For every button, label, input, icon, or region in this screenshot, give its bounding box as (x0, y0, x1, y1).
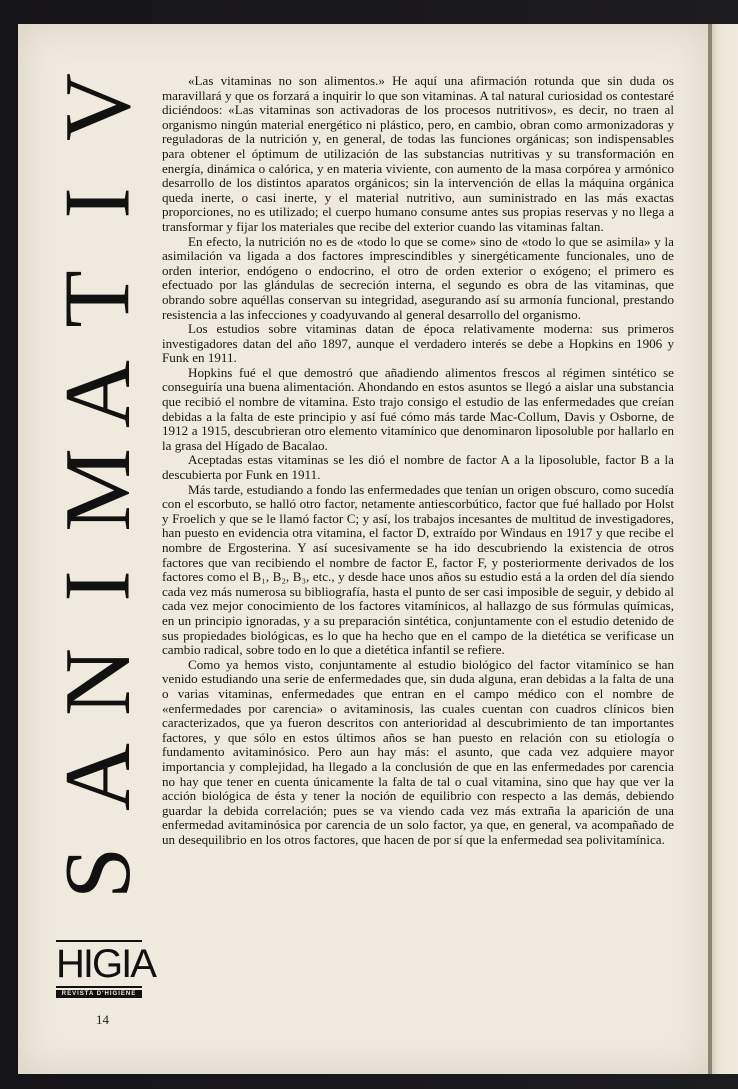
title-letter: A (45, 360, 150, 429)
paragraph: Aceptadas estas vitaminas se les dió el nombre de factor A a la liposoluble, factor B a la descubierta por Funk en 1911. (162, 452, 674, 483)
paragraph: Como ya hemos visto, conjuntamente al estudio biológico del factor vitamínico se han venido estudiando una serie de enfermedades que, sin duda alguna, eran debidas a la falta de una o varias vitaminas, enfermedades que entran en el campo médico con el nombre de «enfermedades por carencia» o avitaminosis, las cuales cuentan con cuadros clínicos bien caracterizados, que ya fueron descritos con anterioridad al descubrimiento de tan importantes factores, y que sólo en estos últimos años se han puesto en relación con su etiología o fundamento avitaminósico. Pero aun hay más: el asunto, que cada vez adquiere mayor importancia y complejidad, ha llegado a la conclusión de que en las enfermedades por carencia no hay que tener en cuenta únicamente la falta de tal o cual vitamina, sino que hay que ver la acción biológica de ésta y tener la noción de equilibrio con respecto a las demás, debiendo guardar la debida correlación; pues se va viendo cada vez más extraña la aparición de una enfermedad avitaminósica por carencia de un solo factor, ya que, en general, va acompañado de un desequilibrio en los otros factores, que hacen de por sí que la enfermedad sea polivitamínica. (162, 656, 674, 847)
paragraph: Más tarde, estudiando a fondo las enfermedades que tenían un origen obscuro, como sucedía con el escorbuto, se halló otro factor, netamente antiescorbútico, factor que fué hallado por Holst y Froelich y que se le llamó factor C; y así, los trabajos incesantes de multitud de investigadores, han puesto en evidencia otra vitamina, el factor D, extraído por Windaus en 1917 y que recibe el nombre de Ergosterina. Y así sucesivamente se ha ido descubriendo la existencia de otros factores que van recibiendo el nombre de factor E, factor F, y posteriormente derivados de los factores como el B₁, B₂, B₃, etc., y desde hace unos años su estudio está a la orden del día siendo cada vez más numerosa su bibliografía, hasta el punto de ser casi imposible de seguir, y debido al cada vez mejor conocimiento de los factores vitamínicos, al hallazgo de sus fórmulas químicas, en un principio ignoradas, y a su preparación sintética, conjuntamente con el estudio detenido de sus propiedades biológicas, es lo que ha hecho que en el campo de la dietética se verificase un cambio radical, sobre todo en lo que a dietética infantil se refiere. (162, 481, 674, 658)
title-letter: M (46, 448, 150, 532)
page-number: 14 (96, 1012, 109, 1027)
title-letter: I (46, 187, 150, 219)
title-letter: S (46, 846, 150, 900)
title-letter: V (45, 73, 150, 141)
page-gutter (708, 24, 712, 1074)
title-letter: T (45, 269, 150, 328)
logo-word: HIGIA (56, 942, 155, 986)
vertical-title (38, 60, 158, 920)
paragraph: En efecto, la nutrición no es de «todo lo que se come» sino de «todo lo que se asimila» y la asimilación va ligada a dos factores imprescindibles y sinergéticamente funcionales, uno de orden interior, endógeno o endocrino, el otro de orden exterior o exógeno; el primero es efectuado por las glándulas de secreción interna, el segundo es obra de las vitaminas, que obrando sobre aquéllas conservan su integridad, asegurando así su armonía funcional, prestando resistencia a las infecciones y coadyuvando al general desarrollo del organismo. (162, 233, 674, 322)
logo-subtitle: REVISTA D'HIGIENE (56, 990, 142, 998)
paragraph: Hopkins fué el que demostró que añadiendo alimentos frescos al régimen sintético se conseguiría una buena alimentación. Ahondando en estos asuntos se llegó a aislar una substancia que recibió el nombre de vitamina. Esto trajo consigo el estudio de las enfermedades que creían debidas a la falta de este principio y así fué cómo más tarde Mac-Collum, Davis y Osborne, de 1912 a 1915, descubrieran otro elemento vitamínico que denominaron liposoluble por hallarlo en la grasa del Hígado de Bacalao. (162, 364, 674, 453)
facing-page-edge (708, 24, 738, 1074)
higia-logo (56, 940, 155, 998)
title-letter: I (46, 570, 150, 602)
title-letter: N (45, 647, 150, 716)
paragraph: Los estudios sobre vitaminas datan de época relativamente moderna: sus primeros investigadores datan del año 1897, aunque el verdadero interés se debe a Hopkins en 1906 y Funk en 1911. (162, 321, 674, 366)
title-letter: A (45, 743, 150, 812)
paragraph: «Las vitaminas no son alimentos.» He aquí una afirmación rotunda que sin duda os maravillará y que os forzará a inquirir lo que son vitaminas. A tal natural curiosidad os contestaré diciéndoos: «Las vitaminas son activadoras de los procesos nutritivos», es decir, no traen al organismo ningún material energético ni plástico, pero, en cambio, obran como armonizadoras y reguladoras de la nutrición y, en general, de todas las funciones orgánicas; son indispensables para obtener el óptimum de utilización de las substancias nutritivas y su transformación en energía, dinámica o calórica, y en materia viviente, con aumento de la masa corpórea y armónico desarrollo de los distintos aparatos orgánicos; sin la intervención de ellas la máquina orgánica queda inerte, o casi inerte, y el material nutritivo, aun suministrado en las más exactas proporciones, no es utilizado; el cuerpo humano consume antes sus propias reservas y no llega a transformar y fijar los materiales que recibe del exterior cuando las vitaminas faltan. (162, 73, 674, 234)
article-body (162, 74, 674, 847)
